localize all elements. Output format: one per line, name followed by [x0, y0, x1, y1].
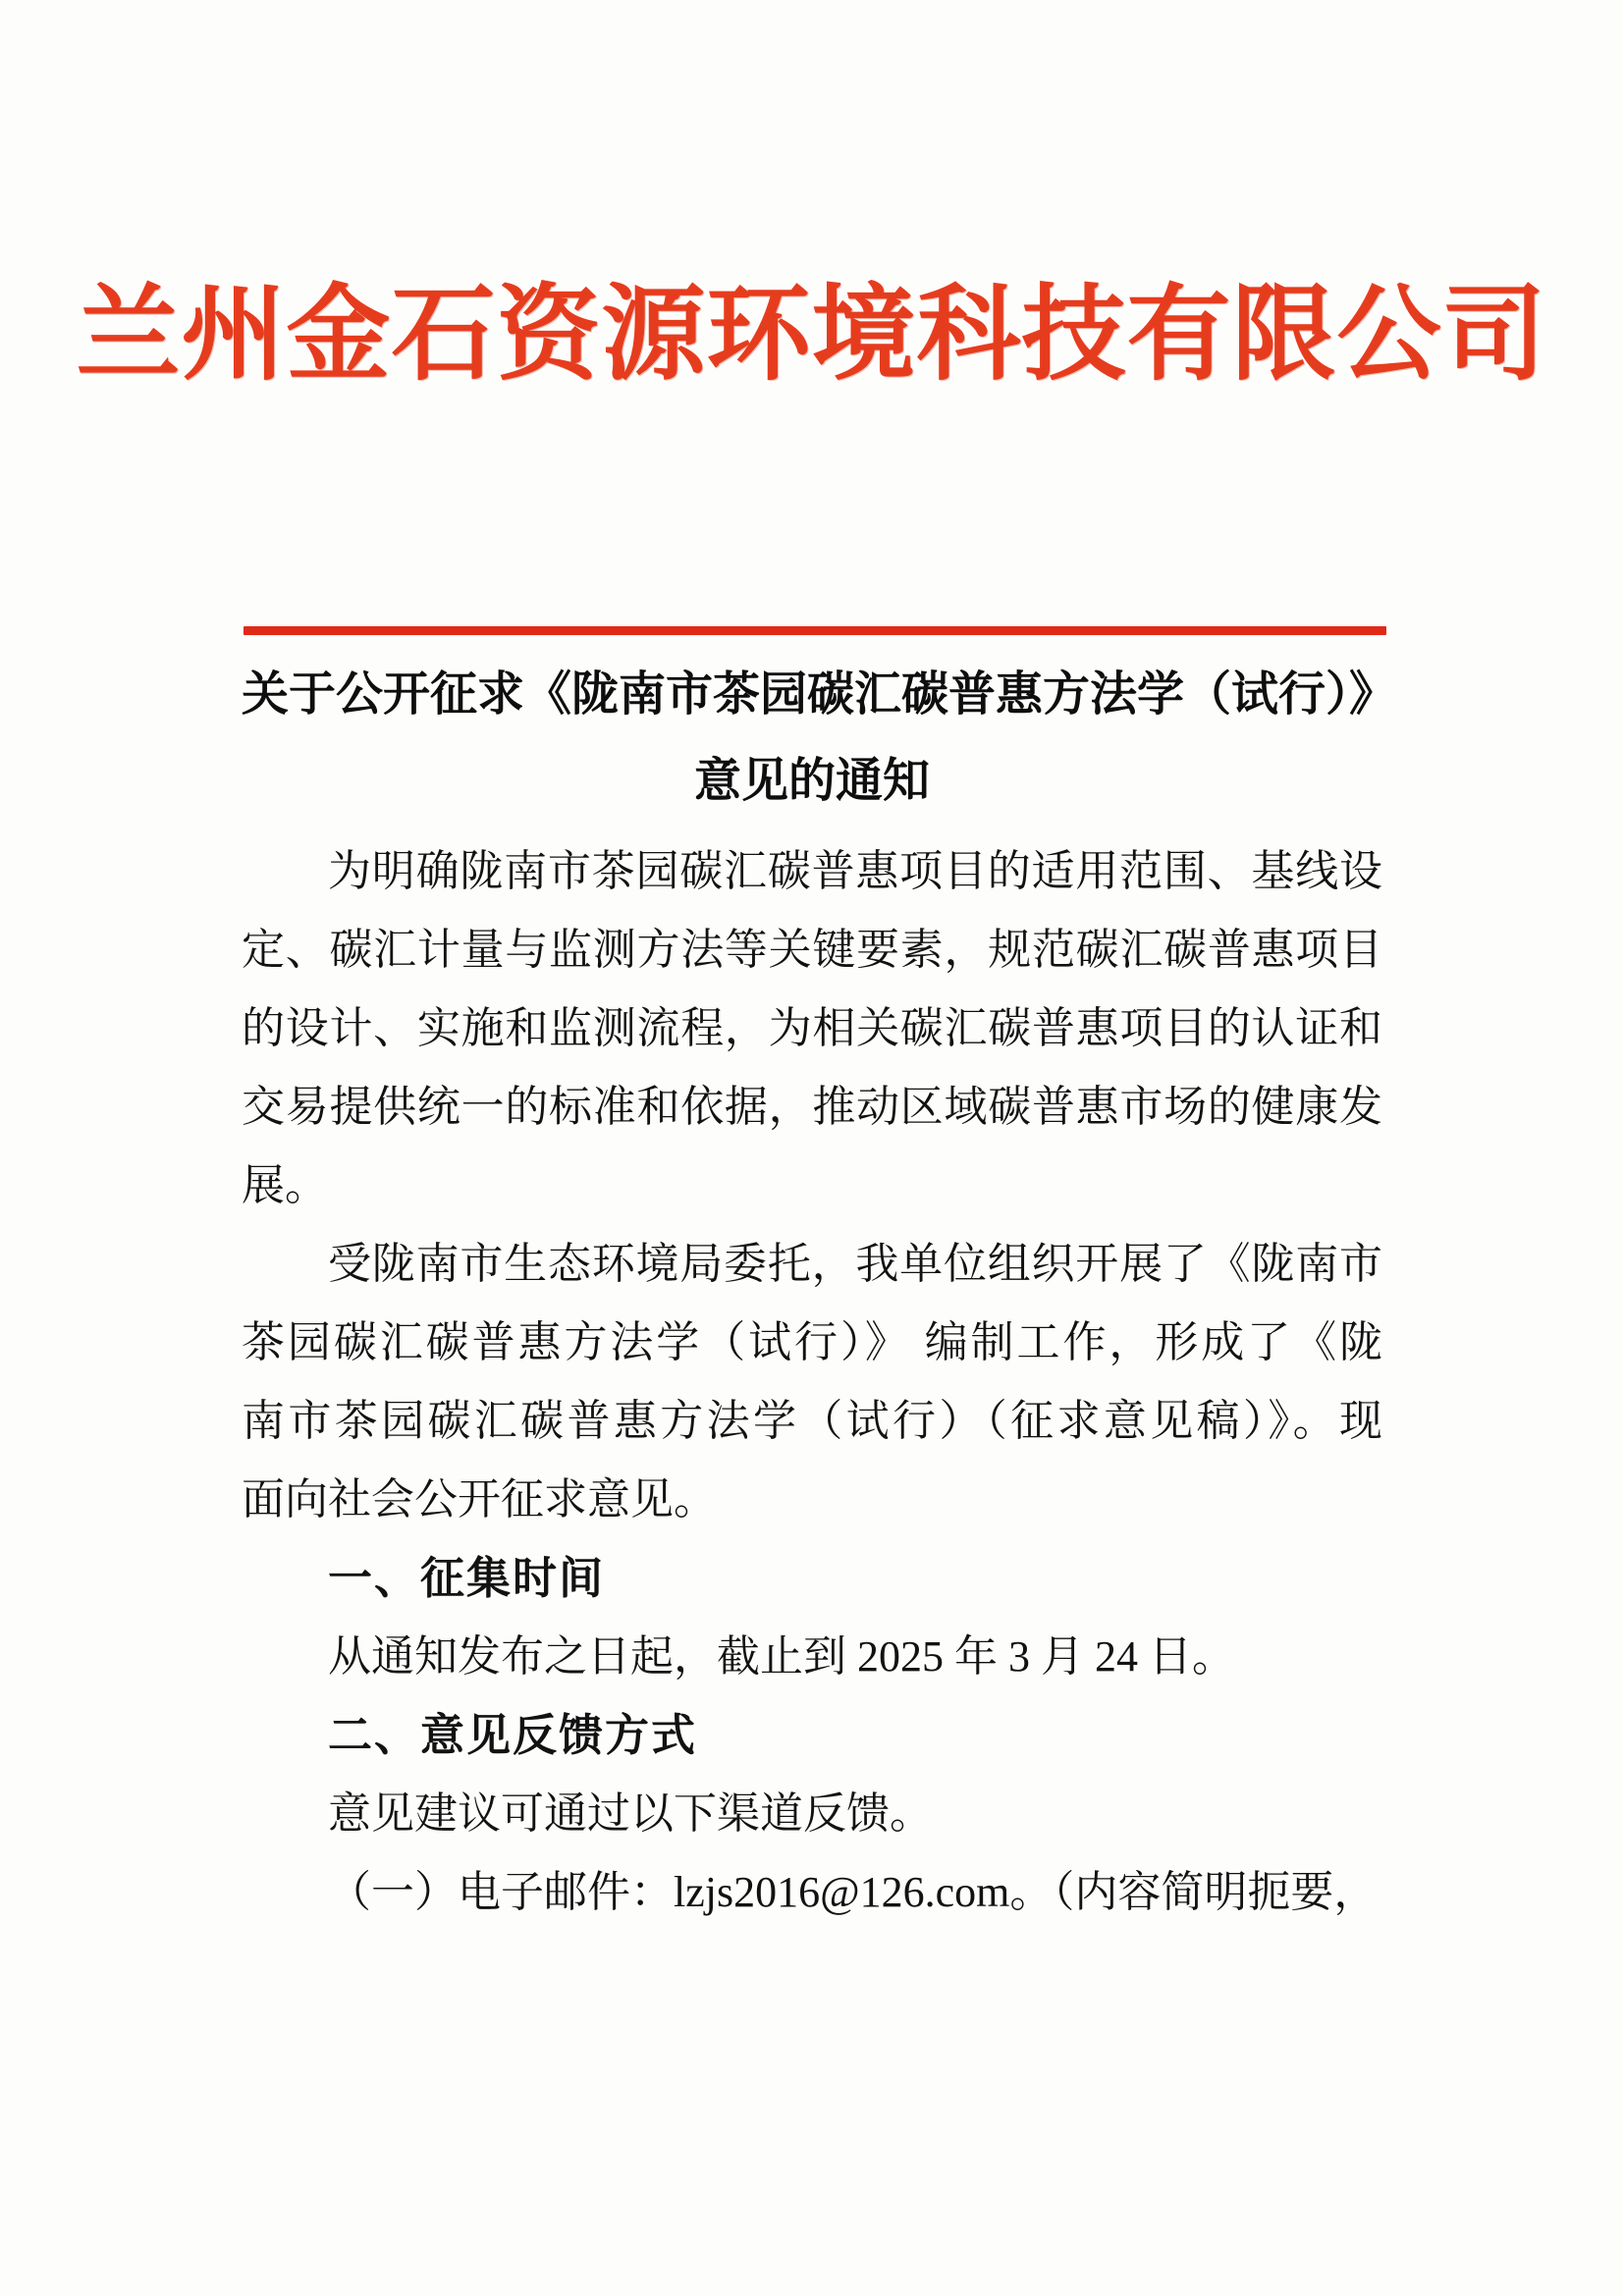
document-title — [242, 652, 1397, 825]
body-line: 茶园碳汇碳普惠方法学（试行）》 编制工作，形成了《陇 — [242, 1318, 1382, 1366]
body-line: 受陇南市生态环境局委托，我单位组织开展了《陇南市 — [328, 1240, 1382, 1288]
document-title-line1: 关于公开征求《陇南市茶园碳汇碳普惠方法学（试行）》 — [242, 668, 1397, 721]
body-line: 面向社会公开征求意见。 — [242, 1475, 717, 1523]
document-title-line2: 意见的通知 — [693, 755, 930, 807]
company-letterhead: 兰州金石资源环境科技有限公司 — [76, 278, 1547, 393]
body-line-email: （一）电子邮件：lzjs2016@126.com。（内容简明扼要， — [328, 1868, 1378, 1916]
body-line: 从通知发布之日起，截止到 2025 年 3 月 24 日。 — [328, 1632, 1235, 1681]
red-divider-line — [243, 626, 1386, 635]
section-heading-feedback-method: 二、意见反馈方式 — [328, 1710, 698, 1760]
body-line: 南市茶园碳汇碳普惠方法学（试行）（征求意见稿）》。现 — [242, 1397, 1382, 1445]
body-line: 交易提供统一的标准和依据，推动区域碳普惠市场的健康发 — [242, 1083, 1382, 1131]
body-line: 的设计、实施和监测流程，为相关碳汇碳普惠项目的认证和 — [242, 1004, 1382, 1052]
section-heading-collection-time: 一、征集时间 — [328, 1553, 606, 1603]
body-line: 为明确陇南市茶园碳汇碳普惠项目的适用范围、基线设 — [328, 847, 1382, 895]
body-line: 展。 — [242, 1161, 328, 1209]
document-body — [242, 832, 1382, 1932]
body-line: 意见建议可通过以下渠道反馈。 — [328, 1789, 933, 1838]
body-line: 定、碳汇计量与监测方法等关键要素，规范碳汇碳普惠项目 — [242, 926, 1382, 974]
